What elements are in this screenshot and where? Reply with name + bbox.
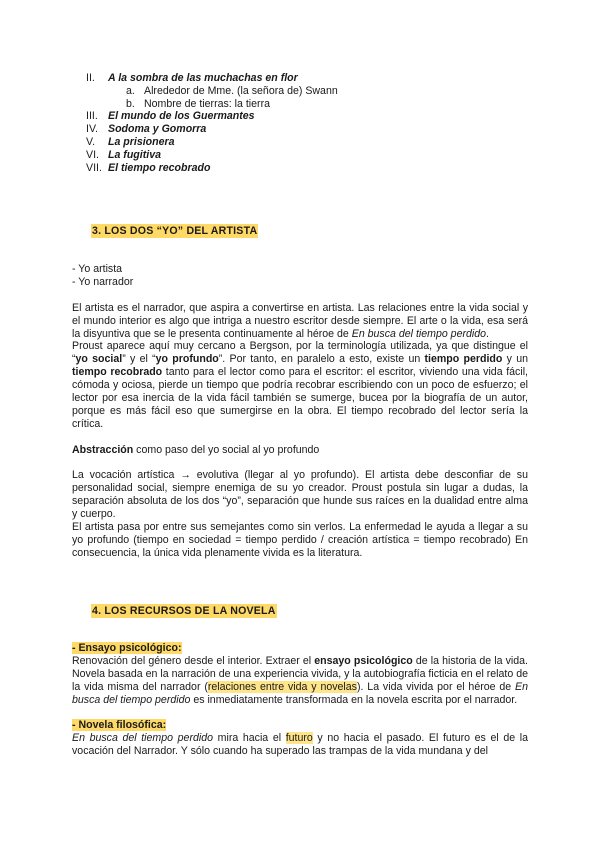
text-run: como paso del yo social al yo profundo: [133, 443, 320, 456]
highlighted-text: futuro: [285, 732, 313, 745]
outline-title: El tiempo recobrado: [108, 161, 211, 174]
paragraph-essay: [72, 655, 528, 707]
outline-number: IV.: [86, 123, 98, 136]
outline-title: La prisionera: [108, 135, 175, 148]
paragraph-abstraction: [72, 444, 528, 457]
outline-subitem: [86, 98, 338, 111]
paragraph-illness: El artista pasa por entre sus semejantes como sin verlos. La enfermedad le ayuda a llegar a su yo profundo (tiempo en sociedad = tiempo perdido / creación artística = tiempo recobrado) En consecuencia, la única vida plenamente vivida es la literatura.: [72, 521, 528, 559]
text-run: mira hacia el: [213, 732, 286, 745]
text-run: tanto para el lector como para el escritor: el escritor, viviendo una vida fácil, cómoda y ociosa, pierde un tiempo que podría recobrar escribiendo con un poco de esfuerzo; el lector por esa inercia de la vida fácil también se sumerge, bucea por la biografía de un autor, porque es más fácil eso que sumergirse en la obra. El tiempo recobrado del lector sería la crítica.: [72, 366, 528, 430]
outline-title: La fugitiva: [108, 148, 161, 161]
bold-term: yo profundo: [155, 353, 219, 366]
outline-item: [86, 136, 338, 149]
text-run: .: [486, 327, 489, 340]
book-title: En busca del tiempo perdido: [72, 732, 214, 745]
list-item: - Yo artista: [72, 263, 123, 275]
outline-item: [86, 149, 338, 162]
outline-item: [86, 123, 338, 136]
text-run: ”. Por tanto, en paralelo a esto, existe un: [218, 353, 425, 366]
bold-term: yo social: [75, 353, 123, 366]
outline-subitem: [86, 85, 338, 98]
section-4-body: [72, 642, 528, 758]
paragraph-philosophical: [72, 732, 528, 758]
outline-title: A la sombra de las muchachas en flor: [108, 72, 298, 84]
outline-item: [86, 162, 338, 175]
bold-term: ensayo psicológico: [314, 654, 413, 667]
outline-number: VII.: [86, 161, 102, 174]
outline-sub-text: Nombre de tierras: la tierra: [144, 97, 270, 110]
paragraph-bergson: [72, 340, 528, 430]
text-run: ” y el “: [122, 353, 156, 366]
paragraph-vocation: La vocación artística → evolutiva (llegar al yo profundo). El artista debe desconfiar de su personalidad social, siempre enemiga de su yo creador. Proust postula sin lugar a dudas, la separación absoluta de los dos “yo”, separación que hunde sus raíces en la dualidad entre alma y cuerpo.: [72, 469, 528, 521]
text-run: y un: [502, 353, 528, 366]
section-3-heading: 3. LOS DOS “YO” DEL ARTISTA: [92, 225, 258, 237]
highlighted-subheading: - Novela filosófica:: [72, 719, 167, 732]
outline-title: El mundo de los Guermantes: [108, 110, 255, 123]
highlighted-text: relaciones entre vida y novelas: [207, 680, 357, 693]
outline-number: III.: [86, 110, 98, 123]
outline-title: Sodoma y Gomorra: [108, 123, 207, 136]
bold-term: tiempo recobrado: [72, 366, 163, 379]
text-run: Proust aparece aquí muy cercano a Bergson, por la terminología utilizada, ya que distingue el “: [72, 340, 528, 366]
list-item: - Yo narrador: [72, 275, 134, 288]
text-run: El artista es el narrador, que aspira a convertirse en artista. Las relaciones entre la vida social y el mundo interior es algo que intriga a nuestro escritor desde siempre. El arte o la vida, esa será la disyuntiva que se le presenta continuamente al héroe de: [72, 301, 528, 340]
book-title: En busca del tiempo perdido: [72, 680, 528, 706]
text-run: de la historia de la vida. Novela basada en la narración de una experiencia vivida, y la autobiografía ficticia en el relato de la vida misma del narrador (: [72, 654, 528, 693]
bold-term: Abstracción: [72, 443, 134, 456]
paragraph-artist-narrator: [72, 302, 528, 341]
section-4-heading: 4. LOS RECURSOS DE LA NOVELA: [92, 605, 276, 617]
text-run: ). La vida vivida por el héroe de: [356, 680, 516, 693]
subheading-philosophical: [72, 719, 528, 732]
outline-sub-text: Alrededor de Mme. (la señora de) Swann: [144, 84, 338, 97]
outline-sub-number: a.: [126, 84, 135, 97]
outline-number: VI.: [86, 148, 99, 161]
outline-sub-number: b.: [126, 97, 135, 110]
book-title: En busca del tiempo perdido: [351, 327, 487, 340]
section-3-body: [72, 263, 528, 560]
outline-number: V.: [86, 135, 96, 148]
text-run: Renovación del género desde el interior. Extraer el: [72, 654, 315, 667]
text-run: es inmediatamente transformada en la novela escrita por el narrador.: [190, 693, 518, 706]
highlighted-subheading: - Ensayo psicológico:: [72, 642, 182, 654]
chapter-outline: [86, 72, 338, 174]
outline-item: [86, 110, 338, 123]
subheading-essay: [72, 642, 528, 655]
text-run: y no hacia el pasado. El futuro es el de la vocación del Narrador. Y sólo cuando ha superado las trampas de la vida mundana y del: [72, 732, 529, 758]
outline-number: II.: [86, 72, 95, 84]
outline-item: [86, 72, 338, 85]
bold-term: tiempo perdido: [424, 353, 503, 366]
